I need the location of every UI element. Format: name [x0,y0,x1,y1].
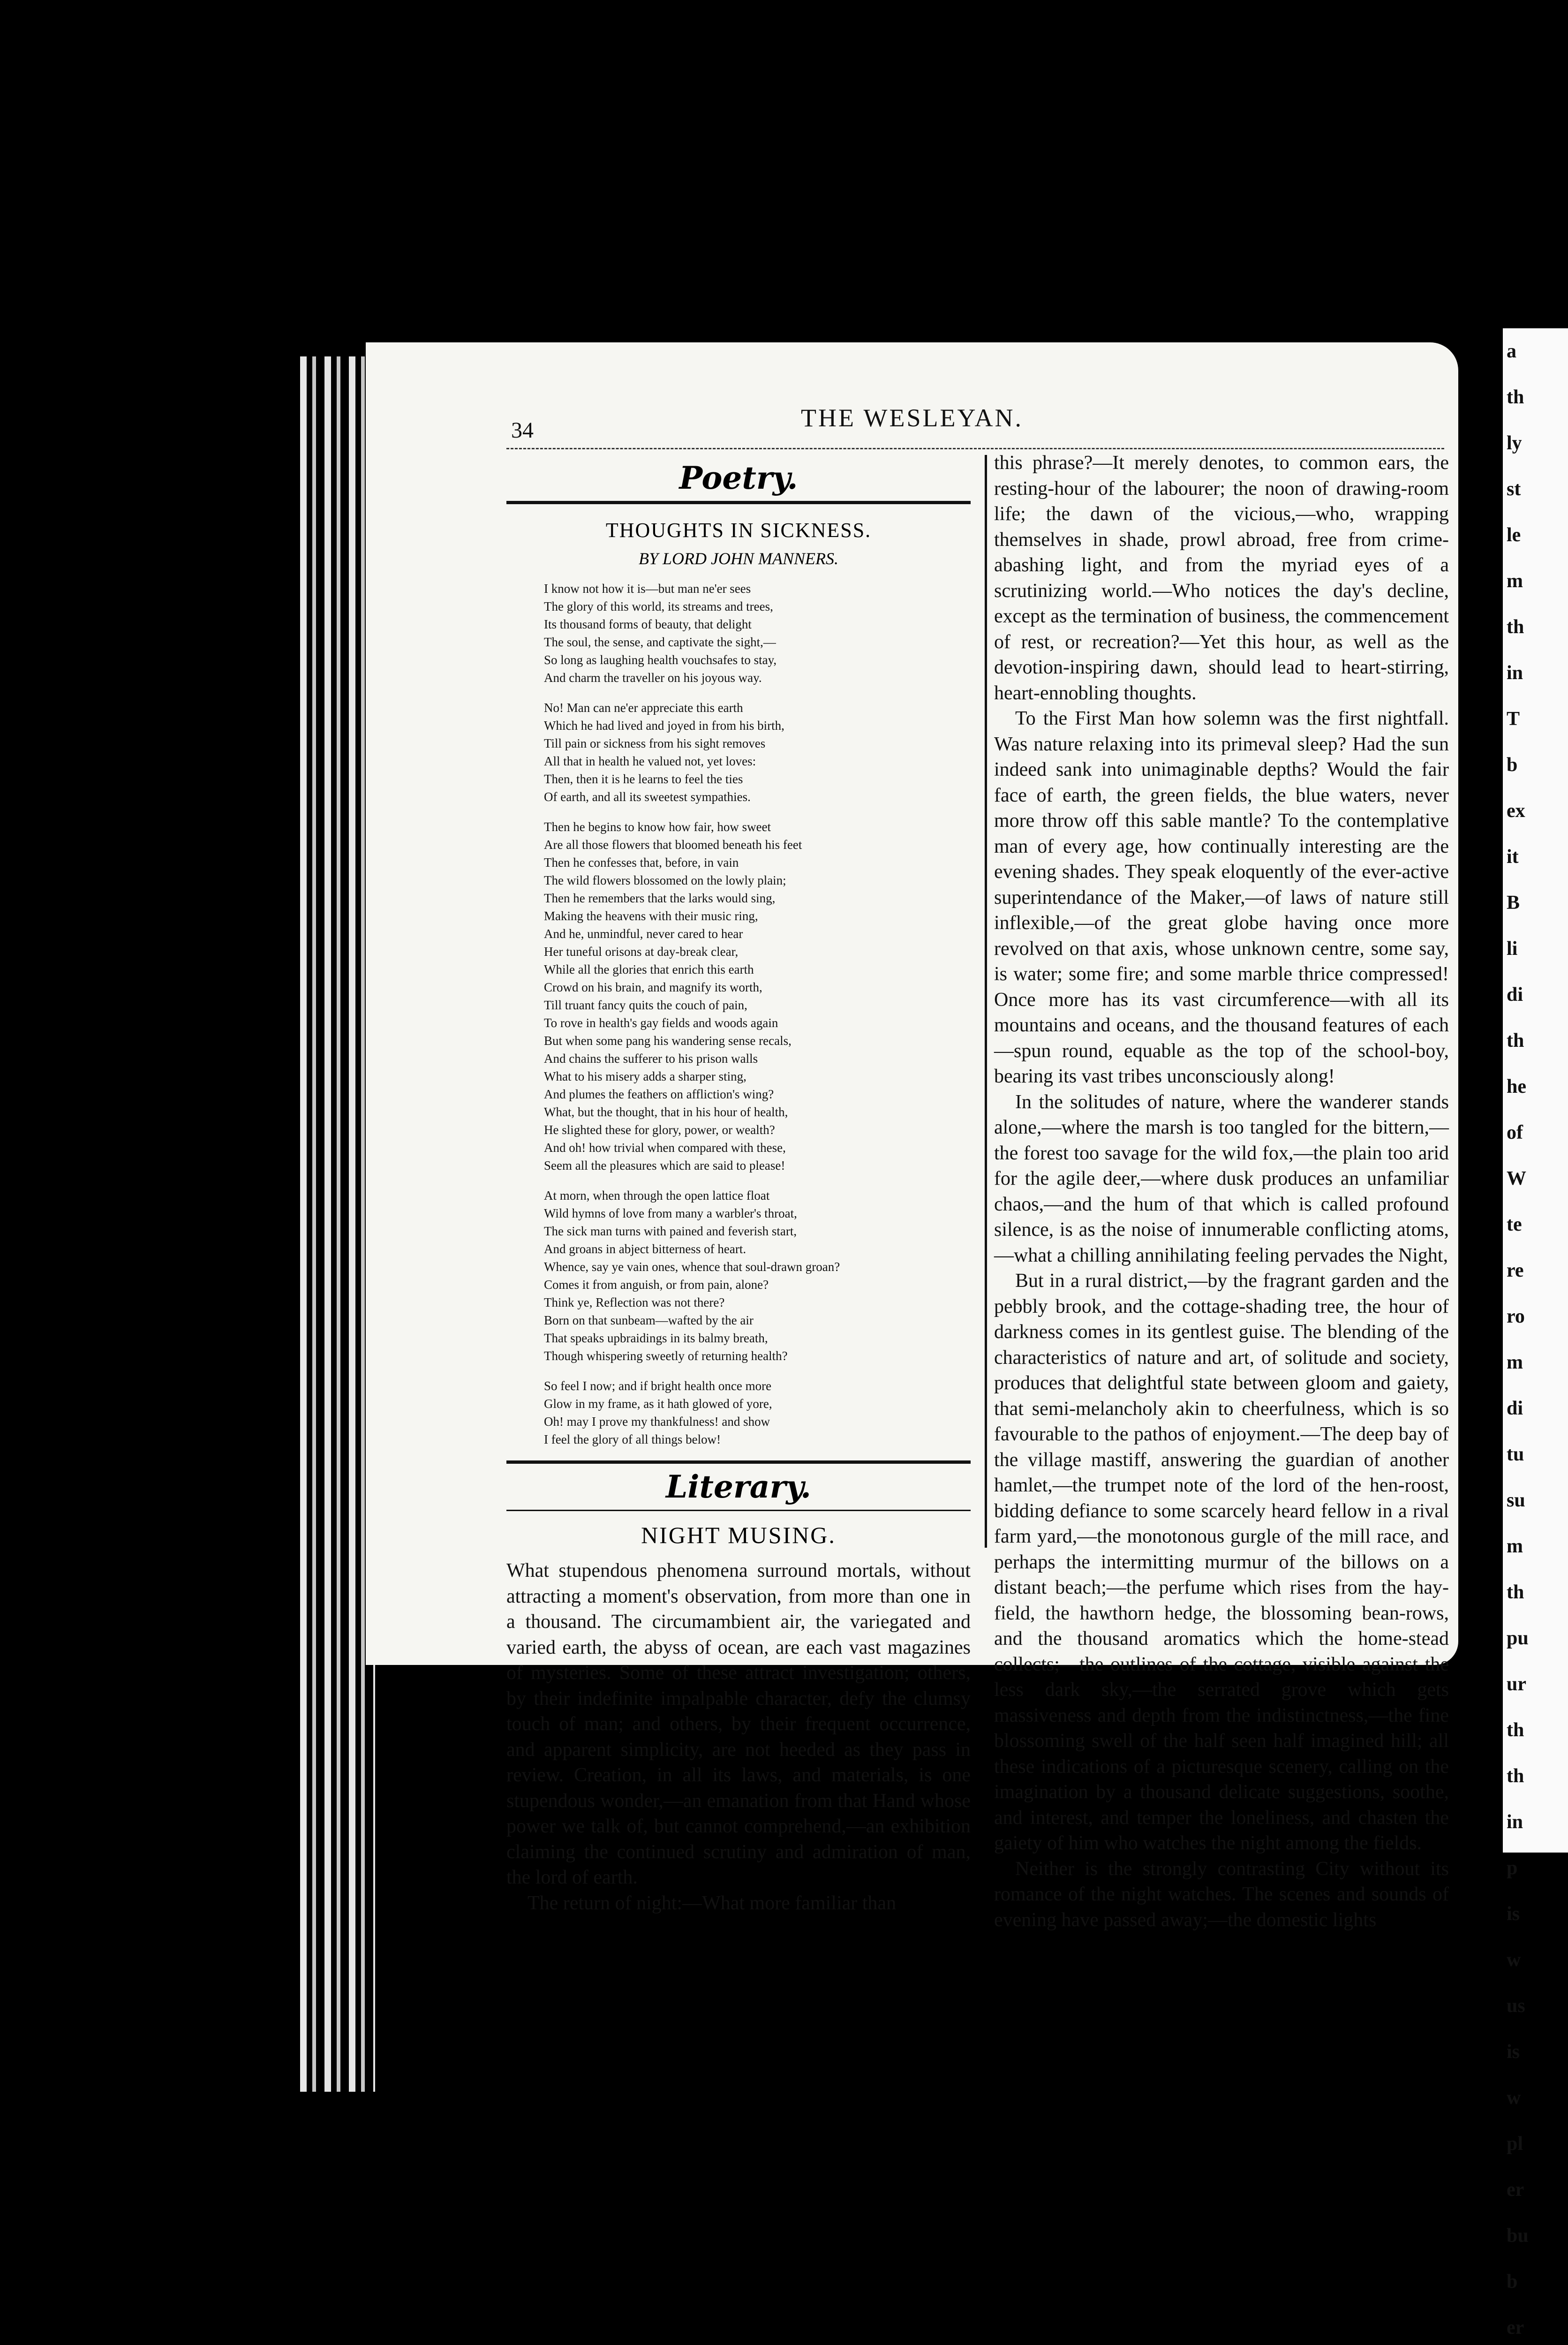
adjacent-page-fragment: te [1507,1214,1522,1235]
adjacent-page-fragment: T [1507,708,1520,730]
poem-stanza [544,699,971,806]
poem-line: Are all those flowers that bloomed beneath his feet [544,838,802,852]
poem-author: BY LORD JOHN MANNERS. [639,549,838,568]
poem-line: Then he confesses that, before, in vain [544,855,739,870]
poem-line: I feel the glory of all things below! [544,1432,721,1446]
poem-stanza [544,1187,971,1365]
article-paragraph: The return of night:—What more familiar than [528,1892,897,1914]
poem-line: Glow in my frame, as it hath glowed of yore, [544,1397,772,1411]
poem-stanza [544,818,971,1174]
poem-line: What, but the thought, that in his hour of health, [544,1105,788,1119]
poem-body [506,580,971,1448]
adjacent-page-fragment: of [1507,1122,1523,1143]
adjacent-page-fragment: he [1507,1076,1526,1097]
poem-line: Whence, say ye vain ones, whence that soul-drawn groan? [544,1260,840,1274]
page-number: 34 [511,418,534,443]
adjacent-page-fragment: m [1507,1536,1523,1557]
poem-line: That speaks upbraidings in its balmy breath, [544,1331,768,1345]
adjacent-page-fragment: us [1507,1995,1525,2017]
poem-line: The sick man turns with pained and feverish start, [544,1224,797,1238]
poem-line: Oh! may I prove my thankfulness! and show [544,1415,770,1429]
article-paragraph: To the First Man how solemn was the first nightfall. Was nature relaxing into its primeval sleep? Had the sun indeed sank into unimaginable depths? Would the fair face of earth, the green fields, the blue waters, never more throw off this sable mantle? To the contemplative man of every age, how continually interesting are the evening shades. They speak eloquently of the ever-active superintendance of the Maker,—of laws of nature still inflexible,—of the great globe having once more revolved on that axis, whose unknown centre, some say, is water; some fire; and some marble thrice compressed! Once more has its vast circumference—with all its mountains and oceans, and the thousand features of each—spun round, equable as the top of the school-boy, bearing its vast tribes unconsciously along! [994,708,1449,1087]
adjacent-page-fragment: th [1507,1030,1524,1051]
adjacent-page-fragment: th [1507,1719,1524,1741]
poem-line: Its thousand forms of beauty, that delight [544,617,752,631]
article-paragraph: Neither is the strongly contrasting City without its romance of the night watches. The scenes and sounds of evening have passed away;—the domestic lights [994,1858,1449,1931]
poem-line: At morn, when through the open lattice float [544,1188,770,1203]
adjacent-page-fragment: ur [1507,1673,1526,1695]
poem-line: But when some pang his wandering sense recals, [544,1034,792,1048]
article-paragraph: But in a rural district,—by the fragrant garden and the pebbly brook, and the cottage-shading tree, the hour of darkness comes in its gentlest guise. The blending of the characteristics of nature and art, of solitude and society, produces that delightful state between gloom and gaiety, that semi-melancholy akin to cheerfulness, which is so favourable to the pathos of enjoyment.—The deep bay of the village mastiff, answering the guardian of another hamlet,—the trumpet note of the lord of the hen-roost, bidding defiance to some scarcely heard fellow in a rival farm yard,—the monotonous gurgle of the mill race, and perhaps the intermitting murmur of the billows on a distant beach;—the perfume which rises from the hay-field, the hawthorn hedge, the blossoming bean-rows, and the thousand aromatics which the home-stead collects;—the outlines of the cottage, visible against the less dark sky,—the serrated grove which gets massiveness and depth from the indistinctness,—the fine blossoming swell of the half seen half imagined hill; all these indications of a picturesque scenery, calling on the imagination by a thousand delicate suggestions, soothe, and interest, and temper the loneliness, and chasten the gaiety of him who watches the night among the fields. [994,1270,1449,1854]
poem-line: And plumes the feathers on affliction's wing? [544,1087,774,1101]
poem-line: And oh! how trivial when compared with these, [544,1141,786,1155]
adjacent-page-fragment: a [1507,340,1516,362]
article-paragraph: In the solitudes of nature, where the wanderer stands alone,—where the marsh is too tangled for the bittern,—the forest too savage for the wild fox,—the plain too arid for the agile deer,—where dusk produces an unfamiliar chaos,—and the hum of that which is called profound silence, is as the noise of innumerable conflicting atoms,—what a chilling annihilating feeling pervades the Night, [994,1091,1449,1266]
section-rule [506,1460,971,1464]
adjacent-page-fragment: er [1507,2317,1524,2338]
adjacent-page-fragment: b [1507,754,1518,776]
poem-line: I know not how it is—but man ne'er sees [544,582,751,596]
poem-line: Making the heavens with their music ring, [544,909,758,923]
poem-line: Her tuneful orisons at day-break clear, [544,945,739,959]
adjacent-page-fragment: is [1507,1903,1520,1925]
adjacent-page-fragment: ex [1507,800,1525,822]
masthead-title: THE WESLEYAN. [801,404,1023,432]
literary-section-heading: Literary. [665,1468,812,1505]
poem-line: Wild hymns of love from many a warbler's throat, [544,1206,797,1220]
poem-line: All that in health he valued not, yet loves: [544,754,756,768]
adjacent-page-fragment: th [1507,1765,1524,1787]
article-text-right [980,450,1449,1933]
poem-line: The glory of this world, its streams and trees, [544,599,773,613]
adjacent-page-fragment: th [1507,616,1524,638]
newspaper-page [366,342,1458,1931]
poem-line: Comes it from anguish, or from pain, alone? [544,1278,769,1292]
adjacent-page-fragment: re [1507,1260,1524,1281]
adjacent-page-fragment: it [1507,846,1519,868]
poem-line: And groans in abject bitterness of heart. [544,1242,746,1256]
adjacent-page-fragment: pl [1507,2133,1523,2155]
poem-line: Then he begins to know how fair, how sweet [544,820,771,834]
adjacent-page-fragment: er [1507,2179,1524,2201]
poem-line: Seem all the pleasures which are said to please! [544,1158,785,1172]
poem-stanza [544,1377,971,1448]
adjacent-page-fragment: m [1507,1352,1523,1373]
poem-line: To rove in health's gay fields and woods again [544,1016,778,1030]
right-column [980,450,1449,1933]
poem-line: So long as laughing health vouchsafes to stay, [544,653,777,667]
article-paragraph: this phrase?—It merely denotes, to common ears, the resting-hour of the labourer; the noon of drawing-room life; the dawn of the vicious,—who, wrapping themselves in shade, prowl abroad, free from crime-abashing light, and from the myriad eyes of a scrutinizing world.—Who notices the day's decline, except as the termination of business, the commencement of rest, or recreation?—Yet this hour, as well as the devotion-inspiring dawn, should lead to heart-stirring, heart-ennobling thoughts. [994,452,1449,704]
poem-line: No! Man can ne'er appreciate this earth [544,701,743,715]
adjacent-page-fragment: in [1507,1811,1523,1833]
adjacent-page-fragment: w [1507,2087,1521,2109]
poem-line: He slighted these for glory, power, or wealth? [544,1123,775,1137]
poem-line: What to his misery adds a sharper sting, [544,1069,746,1083]
adjacent-page-fragment: W [1507,1168,1526,1189]
adjacent-page-fragment: di [1507,984,1523,1006]
adjacent-page-fragment: pu [1507,1627,1529,1649]
adjacent-page-fragment: is [1507,2041,1520,2063]
article-title: NIGHT MUSING. [641,1522,836,1548]
poem-line: And he, unmindful, never cared to hear [544,927,743,941]
adjacent-page-fragment: di [1507,1398,1523,1419]
adjacent-page-fragment: li [1507,938,1518,960]
adjacent-page-fragment: m [1507,570,1523,592]
header-rule [506,448,1444,449]
section-rule [506,1510,971,1511]
poem-line: While all the glories that enrich this earth [544,962,754,976]
article-paragraph: What stupendous phenomena surround mortals, without attracting a moment's observation, from more than one in a thousand. The circumambient air, the variegated and varied earth, the abyss of ocean, are each vast magazines of mysteries. Some of these attract investigation; others, by their indefinite impalpable character, defy the clumsy touch of man; and others, by their frequent occurrence, and apparent simplicity, are not heeded as they pass in review. Creation, in all its laws, and materials, is one stupendous wonder,—an emanation from that Hand whose power we talk of, but cannot comprehend,—an exhibition claiming the continued scrutiny and admiration of man, the lord of earth. [506,1560,971,1888]
poem-line: Of earth, and all its sweetest sympathies. [544,790,751,804]
adjacent-page-fragment: tu [1507,1444,1524,1465]
adjacent-page-fragment: p [1507,1857,1518,1879]
section-rule [506,501,971,504]
poem-line: Born on that sunbeam—wafted by the air [544,1313,754,1327]
adjacent-page-fragment: B [1507,892,1520,914]
poem-line: Crowd on his brain, and magnify its worth, [544,980,762,994]
left-column [506,455,971,1916]
adjacent-page-fragment: in [1507,662,1523,684]
adjacent-page-fragment: su [1507,1490,1525,1511]
poem-stanza [544,580,971,687]
adjacent-page-fragment: th [1507,1581,1524,1603]
poem-line: And charm the traveller on his joyous way. [544,671,762,685]
article-text-left [506,1558,971,1916]
adjacent-page-fragment: bu [1507,2225,1529,2247]
adjacent-page-fragment: b [1507,2271,1518,2292]
poem-line: Then, then it is he learns to feel the ties [544,772,743,786]
poem-line: And chains the sufferer to his prison walls [544,1051,758,1066]
poem-line: Till pain or sickness from his sight removes [544,736,766,750]
adjacent-page-edge [1503,328,1568,2338]
adjacent-page-fragment: le [1507,524,1521,546]
poem-line: The wild flowers blossomed on the lowly plain; [544,873,786,887]
poem-line: Though whispering sweetly of returning health? [544,1349,788,1363]
binding-spine [300,356,375,2092]
poetry-section-heading: Poetry. [679,460,798,496]
adjacent-page-fragment: ly [1507,432,1522,454]
adjacent-page-fragment: w [1507,1949,1521,1971]
poem-line: The soul, the sense, and captivate the sight,— [544,635,776,649]
poem-line: Then he remembers that the larks would sing, [544,891,776,905]
adjacent-page-fragment: st [1507,478,1521,500]
poem-line: Which he had lived and joyed in from his birth, [544,719,784,733]
poem-line: So feel I now; and if bright health once more [544,1379,772,1393]
adjacent-page-fragment: ro [1507,1306,1525,1327]
poem-line: Think ye, Reflection was not there? [544,1295,725,1309]
adjacent-page-fragment: th [1507,386,1524,408]
poem-title: THOUGHTS IN SICKNESS. [605,519,872,542]
poem-line: Till truant fancy quits the couch of pain, [544,998,747,1012]
